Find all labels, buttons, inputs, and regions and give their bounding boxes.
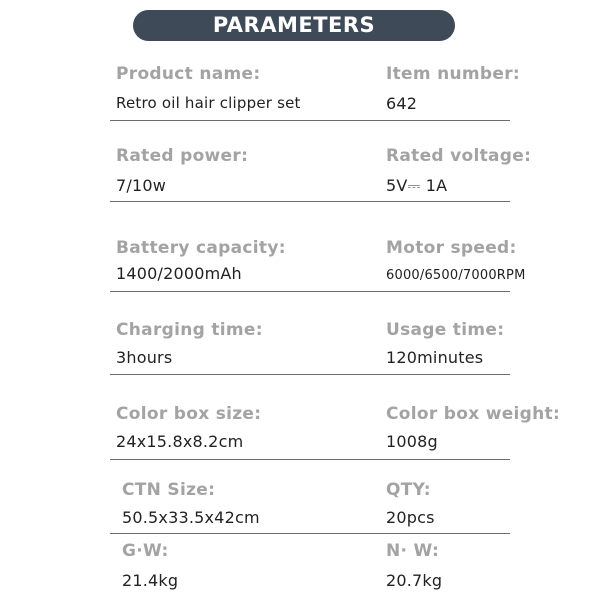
row-divider [110,291,510,292]
qty-value: 20pcs [386,508,435,527]
row-divider [110,201,510,202]
battery-capacity-value: 1400/2000mAh [116,264,242,283]
rated-power-label: Rated power: [116,146,249,166]
motor-speed-value: 6000/6500/7000RPM [386,268,526,283]
motor-speed-label: Motor speed: [386,238,517,258]
qty-label: QTY: [386,480,431,500]
battery-capacity-label: Battery capacity: [116,238,286,258]
product-name-value: Retro oil hair clipper set [116,94,301,112]
row-divider [110,374,510,375]
gross-weight-label: G·W: [122,541,169,561]
item-number-label: Item number: [386,64,521,84]
charging-time-value: 3hours [116,348,173,367]
rated-power-value: 7/10w [116,176,167,195]
parameters-banner: PARAMETERS [133,10,455,41]
usage-time-label: Usage time: [386,320,505,340]
ctn-size-value: 50.5x33.5x42cm [122,508,260,527]
charging-time-label: Charging time: [116,320,263,340]
net-weight-label: N· W: [386,541,440,561]
color-box-size-label: Color box size: [116,404,262,424]
net-weight-value: 20.7kg [386,571,443,590]
ctn-size-label: CTN Size: [122,480,216,500]
color-box-size-value: 24x15.8x8.2cm [116,432,244,451]
rated-voltage-label: Rated voltage: [386,146,532,166]
row-divider [110,120,510,121]
color-box-weight-value: 1008g [386,432,438,451]
gross-weight-value: 21.4kg [122,571,179,590]
row-divider [110,533,510,534]
color-box-weight-label: Color box weight: [386,404,561,424]
row-divider [110,459,510,460]
item-number-value: 642 [386,94,418,113]
rated-voltage-value: 5V⎓ 1A [386,176,448,195]
usage-time-value: 120minutes [386,348,484,367]
product-name-label: Product name: [116,64,261,84]
